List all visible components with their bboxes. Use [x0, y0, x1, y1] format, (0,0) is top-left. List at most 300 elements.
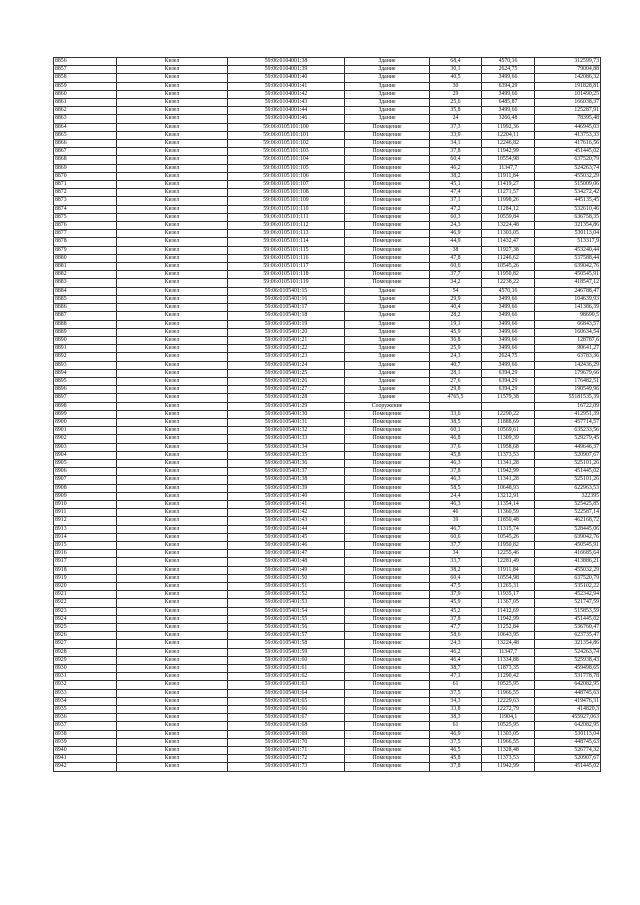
cadastral-number-cell: 59:06:0105401:26: [228, 377, 345, 385]
row-number-cell: 8923: [54, 607, 117, 615]
table-row: [54, 632, 601, 640]
cadastral-value-cell: 622963,53: [535, 484, 601, 492]
settlement-cell: Кизел: [117, 435, 228, 443]
row-number-cell: 8941: [54, 755, 117, 763]
table-row: [54, 140, 601, 148]
cadastral-number-cell: 59:06:0105401:66: [228, 706, 345, 714]
table-row: [54, 172, 601, 180]
row-number-cell: 8892: [54, 353, 117, 361]
cadastral-value-cell: 637520,79: [535, 574, 601, 582]
settlement-cell: Кизел: [117, 730, 228, 738]
settlement-cell: Кизел: [117, 714, 228, 722]
row-number-cell: 8893: [54, 361, 117, 369]
settlement-cell: Кизел: [117, 295, 228, 303]
cadastral-number-cell: 59:06:0105401:24: [228, 361, 345, 369]
settlement-cell: Кизел: [117, 673, 228, 681]
settlement-cell: Кизел: [117, 82, 228, 90]
specific-value-cell: 11265,31: [482, 583, 535, 591]
row-number-cell: 8915: [54, 541, 117, 549]
area-cell: 36,8: [430, 336, 482, 344]
row-number-cell: 8885: [54, 295, 117, 303]
settlement-cell: Кизел: [117, 386, 228, 394]
area-cell: 38,3: [430, 714, 482, 722]
table-row: [54, 566, 601, 574]
area-cell: 46,7: [430, 525, 482, 533]
specific-value-cell: 11927,38: [482, 246, 535, 254]
cadastral-value-cell: 515009,06: [535, 181, 601, 189]
area-cell: 37,9: [430, 591, 482, 599]
area-cell: 60,3: [430, 213, 482, 221]
specific-value-cell: 11315,74: [482, 525, 535, 533]
object-type-cell: Помещение: [345, 164, 430, 172]
cadastral-value-cell: 529279,45: [535, 435, 601, 443]
cadastral-number-cell: 59:06:0105401:16: [228, 295, 345, 303]
table-row: [54, 74, 601, 82]
cadastral-number-cell: 59:06:0105401:34: [228, 443, 345, 451]
cadastral-value-cell: 636758,35: [535, 213, 601, 221]
specific-value-cell: 11354,14: [482, 500, 535, 508]
specific-value-cell: 12238,22: [482, 279, 535, 287]
row-number-cell: 8928: [54, 648, 117, 656]
object-type-cell: Помещение: [345, 607, 430, 615]
row-number-cell: 8924: [54, 615, 117, 623]
row-number-cell: 8897: [54, 394, 117, 402]
cadastral-number-cell: 59:06:0105101:106: [228, 172, 345, 180]
cadastral-number-cell: 59:06:0105401:19: [228, 320, 345, 328]
row-number-cell: 8931: [54, 673, 117, 681]
cadastral-number-cell: 59:06:0105401:61: [228, 665, 345, 673]
area-cell: 30,1: [430, 66, 482, 74]
area-cell: 46,2: [430, 164, 482, 172]
object-type-cell: Помещение: [345, 418, 430, 426]
area-cell: 68,4: [430, 58, 482, 66]
table-row: [54, 287, 601, 295]
cadastral-number-cell: 59:06:0105401:60: [228, 656, 345, 664]
area-cell: [430, 402, 482, 410]
row-number-cell: 8864: [54, 123, 117, 131]
row-number-cell: 8870: [54, 172, 117, 180]
table-row: [54, 304, 601, 312]
table-row: [54, 648, 601, 656]
row-number-cell: 8920: [54, 583, 117, 591]
table-row: [54, 115, 601, 123]
area-cell: 40,5: [430, 74, 482, 82]
settlement-cell: Кизел: [117, 517, 228, 525]
settlement-cell: Кизел: [117, 541, 228, 549]
settlement-cell: Кизел: [117, 312, 228, 320]
area-cell: 38,2: [430, 566, 482, 574]
cadastral-number-cell: 59:06:0105401:37: [228, 468, 345, 476]
cadastral-value-cell: 445135,45: [535, 197, 601, 205]
row-number-cell: 8909: [54, 492, 117, 500]
cadastral-value-cell: 79004,88: [535, 66, 601, 74]
cadastral-number-cell: 59:06:0105401:63: [228, 681, 345, 689]
cadastral-number-cell: 59:06:0105401:25: [228, 369, 345, 377]
table-row: [54, 443, 601, 451]
cadastral-value-cell: 160634,54: [535, 328, 601, 336]
cadastral-value-cell: 455927,063: [535, 714, 601, 722]
row-number-cell: 8936: [54, 714, 117, 722]
row-number-cell: 8868: [54, 156, 117, 164]
area-cell: 45,1: [430, 181, 482, 189]
table-row: [54, 377, 601, 385]
settlement-cell: Кизел: [117, 90, 228, 98]
cadastral-value-cell: 451445,02: [535, 148, 601, 156]
specific-value-cell: 4570,16: [482, 58, 535, 66]
cadastral-value-cell: 520907,67: [535, 755, 601, 763]
settlement-cell: Кизел: [117, 115, 228, 123]
specific-value-cell: 6394,29: [482, 377, 535, 385]
row-number-cell: 8919: [54, 574, 117, 582]
object-type-cell: Помещение: [345, 213, 430, 221]
table-row: [54, 574, 601, 582]
cadastral-value-cell: 639042,76: [535, 263, 601, 271]
object-type-cell: Помещение: [345, 681, 430, 689]
area-cell: 29,8: [430, 386, 482, 394]
area-cell: 47,5: [430, 583, 482, 591]
row-number-cell: 8903: [54, 443, 117, 451]
area-cell: 37,8: [430, 468, 482, 476]
settlement-cell: Кизел: [117, 205, 228, 213]
object-type-cell: Помещение: [345, 451, 430, 459]
cadastral-value-cell: 179679,66: [535, 369, 601, 377]
cadastral-number-cell: 59:06:0105401:52: [228, 591, 345, 599]
cadastral-number-cell: 59:06:0105401:33: [228, 435, 345, 443]
object-type-cell: Здание: [345, 345, 430, 353]
area-cell: 60,4: [430, 574, 482, 582]
object-type-cell: Помещение: [345, 148, 430, 156]
cadastral-number-cell: 59:06:0105101:115: [228, 246, 345, 254]
row-number-cell: 8935: [54, 706, 117, 714]
specific-value-cell: 6394,29: [482, 82, 535, 90]
area-cell: 46,5: [430, 747, 482, 755]
row-number-cell: 8884: [54, 287, 117, 295]
object-type-cell: Помещение: [345, 541, 430, 549]
area-cell: 24,3: [430, 353, 482, 361]
cadastral-number-cell: 59:06:0105401:42: [228, 509, 345, 517]
specific-value-cell: 11942,99: [482, 615, 535, 623]
cadastral-value-cell: 459498,65: [535, 665, 601, 673]
area-cell: 34: [430, 550, 482, 558]
settlement-cell: Кизел: [117, 181, 228, 189]
row-number-cell: 8933: [54, 689, 117, 697]
object-type-cell: Здание: [345, 328, 430, 336]
object-type-cell: Здание: [345, 287, 430, 295]
specific-value-cell: 11579,38: [482, 394, 535, 402]
area-cell: 19,1: [430, 320, 482, 328]
area-cell: 46,2: [430, 648, 482, 656]
cadastral-number-cell: 59:06:0105101:116: [228, 254, 345, 262]
object-type-cell: Помещение: [345, 279, 430, 287]
cadastral-value-cell: 446945,03: [535, 123, 601, 131]
cadastral-number-cell: 59:06:0105401:55: [228, 615, 345, 623]
specific-value-cell: 11290,42: [482, 673, 535, 681]
cadastral-number-cell: 59:06:0105101:108: [228, 189, 345, 197]
area-cell: 45,9: [430, 599, 482, 607]
specific-value-cell: 10569,61: [482, 427, 535, 435]
area-cell: 47,1: [430, 673, 482, 681]
row-number-cell: 8937: [54, 722, 117, 730]
object-type-cell: Здание: [345, 66, 430, 74]
specific-value-cell: 11958,68: [482, 443, 535, 451]
cadastral-value-cell: 128787,6: [535, 336, 601, 344]
area-cell: 25,6: [430, 99, 482, 107]
object-type-cell: Помещение: [345, 517, 430, 525]
table-row: [54, 738, 601, 746]
cadastral-value-cell: 125287,91: [535, 107, 601, 115]
table-row: [54, 197, 601, 205]
specific-value-cell: 3499,66: [482, 345, 535, 353]
cadastral-value-cell: 642082,95: [535, 722, 601, 730]
object-type-cell: Помещение: [345, 230, 430, 238]
object-type-cell: Помещение: [345, 459, 430, 467]
cadastral-number-cell: 59:06:0105401:53: [228, 599, 345, 607]
area-cell: 38,5: [430, 418, 482, 426]
specific-value-cell: 11966,55: [482, 738, 535, 746]
settlement-cell: Кизел: [117, 287, 228, 295]
specific-value-cell: 11303,05: [482, 730, 535, 738]
area-cell: 24,3: [430, 222, 482, 230]
row-number-cell: 8904: [54, 451, 117, 459]
settlement-cell: Кизел: [117, 361, 228, 369]
table-row: [54, 328, 601, 336]
settlement-cell: Кизел: [117, 443, 228, 451]
cadastral-number-cell: 59:06:0105101:100: [228, 123, 345, 131]
area-cell: 46,3: [430, 459, 482, 467]
cadastral-value-cell: 635233,56: [535, 427, 601, 435]
row-number-cell: 8895: [54, 377, 117, 385]
specific-value-cell: 10648,93: [482, 484, 535, 492]
cadastral-value-cell: 412951,39: [535, 410, 601, 418]
settlement-cell: Кизел: [117, 459, 228, 467]
cadastral-value-cell: 532610,46: [535, 205, 601, 213]
specific-value-cell: 11303,05: [482, 230, 535, 238]
row-number-cell: 8913: [54, 525, 117, 533]
specific-value-cell: 11328,48: [482, 747, 535, 755]
specific-value-cell: 11341,28: [482, 459, 535, 467]
cadastral-number-cell: 59:06:0105401:46: [228, 541, 345, 549]
cadastral-number-cell: 59:06:0105401:48: [228, 558, 345, 566]
cadastral-value-cell: 524263,74: [535, 164, 601, 172]
table-row: [54, 468, 601, 476]
cadastral-number-cell: 59:06:0105401:71: [228, 747, 345, 755]
settlement-cell: Кизел: [117, 624, 228, 632]
settlement-cell: Кизел: [117, 747, 228, 755]
area-cell: 40,7: [430, 361, 482, 369]
object-type-cell: Помещение: [345, 558, 430, 566]
cadastral-number-cell: 59:06:0105101:110: [228, 205, 345, 213]
table-row: [54, 394, 601, 402]
cadastral-value-cell: 63783,36: [535, 353, 601, 361]
settlement-cell: Кизел: [117, 74, 228, 82]
cadastral-value-cell: 142436,29: [535, 361, 601, 369]
settlement-cell: Кизел: [117, 632, 228, 640]
area-cell: 29,9: [430, 295, 482, 303]
cadastral-value-cell: 322395: [535, 492, 601, 500]
specific-value-cell: 11432,47: [482, 238, 535, 246]
object-type-cell: Помещение: [345, 492, 430, 500]
specific-value-cell: 12281,49: [482, 558, 535, 566]
settlement-cell: Кизел: [117, 99, 228, 107]
settlement-cell: Кизел: [117, 238, 228, 246]
settlement-cell: Кизел: [117, 583, 228, 591]
table-row: [54, 583, 601, 591]
row-number-cell: 8932: [54, 681, 117, 689]
specific-value-cell: 13224,48: [482, 640, 535, 648]
object-type-cell: Помещение: [345, 730, 430, 738]
area-cell: 39: [430, 517, 482, 525]
settlement-cell: Кизел: [117, 755, 228, 763]
object-type-cell: Помещение: [345, 665, 430, 673]
table-row: [54, 492, 601, 500]
table-row: [54, 697, 601, 705]
cadastral-value-cell: 246788,47: [535, 287, 601, 295]
object-type-cell: Здание: [345, 369, 430, 377]
object-type-cell: Помещение: [345, 443, 430, 451]
area-cell: 37,3: [430, 123, 482, 131]
specific-value-cell: 11942,99: [482, 468, 535, 476]
settlement-cell: Кизел: [117, 615, 228, 623]
specific-value-cell: 3266,48: [482, 115, 535, 123]
area-cell: 24: [430, 115, 482, 123]
object-type-cell: Помещение: [345, 706, 430, 714]
table-row: [54, 427, 601, 435]
object-type-cell: Помещение: [345, 238, 430, 246]
object-type-cell: Здание: [345, 377, 430, 385]
area-cell: 37,5: [430, 738, 482, 746]
cadastral-number-cell: 59:06:0105101:107: [228, 181, 345, 189]
row-number-cell: 8867: [54, 148, 117, 156]
table-row: [54, 755, 601, 763]
cadastral-number-cell: 59:06:0105101:103: [228, 148, 345, 156]
object-type-cell: Здание: [345, 74, 430, 82]
cadastral-value-cell: 90641,27: [535, 345, 601, 353]
table-row: [54, 402, 601, 410]
specific-value-cell: 11911,84: [482, 566, 535, 574]
area-cell: 4765,5: [430, 394, 482, 402]
settlement-cell: Кизел: [117, 58, 228, 66]
settlement-cell: Кизел: [117, 164, 228, 172]
specific-value-cell: 11950,82: [482, 541, 535, 549]
cadastral-number-cell: 59:06:0105101:117: [228, 263, 345, 271]
cadastral-value-table: [53, 57, 601, 772]
specific-value-cell: 11271,57: [482, 189, 535, 197]
table-row: [54, 624, 601, 632]
settlement-cell: Кизел: [117, 558, 228, 566]
object-type-cell: Здание: [345, 82, 430, 90]
row-number-cell: 8862: [54, 107, 117, 115]
settlement-cell: Кизел: [117, 656, 228, 664]
specific-value-cell: 11347,7: [482, 164, 535, 172]
row-number-cell: 8879: [54, 246, 117, 254]
settlement-cell: Кизел: [117, 197, 228, 205]
area-cell: 58,6: [430, 632, 482, 640]
cadastral-value-cell: 455032,29: [535, 566, 601, 574]
settlement-cell: Кизел: [117, 509, 228, 517]
object-type-cell: Помещение: [345, 648, 430, 656]
area-cell: 27,6: [430, 377, 482, 385]
area-cell: 45,2: [430, 607, 482, 615]
settlement-cell: Кизел: [117, 599, 228, 607]
object-type-cell: Помещение: [345, 755, 430, 763]
cadastral-number-cell: 59:06:0105401:57: [228, 632, 345, 640]
object-type-cell: Помещение: [345, 583, 430, 591]
table-row: [54, 361, 601, 369]
area-cell: 37,8: [430, 615, 482, 623]
specific-value-cell: 12229,63: [482, 697, 535, 705]
settlement-cell: Кизел: [117, 222, 228, 230]
specific-value-cell: 3499,66: [482, 74, 535, 82]
cadastral-number-cell: 59:06:0105401:73: [228, 763, 345, 771]
table-row: [54, 500, 601, 508]
cadastral-value-cell: 101490,25: [535, 90, 601, 98]
table-row: [54, 99, 601, 107]
cadastral-value-cell: 642082,95: [535, 681, 601, 689]
settlement-cell: Кизел: [117, 345, 228, 353]
row-number-cell: 8861: [54, 99, 117, 107]
cadastral-value-cell: 419476,31: [535, 697, 601, 705]
cadastral-number-cell: 59:06:0105401:31: [228, 418, 345, 426]
cadastral-number-cell: 59:06:0105401:43: [228, 517, 345, 525]
area-cell: 58,5: [430, 484, 482, 492]
row-number-cell: 8896: [54, 386, 117, 394]
area-cell: 30: [430, 82, 482, 90]
cadastral-value-cell: 462168,72: [535, 517, 601, 525]
cadastral-number-cell: 59:06:0105101:111: [228, 213, 345, 221]
area-cell: 46: [430, 509, 482, 517]
area-cell: 28,2: [430, 312, 482, 320]
specific-value-cell: 12255,46: [482, 550, 535, 558]
row-number-cell: 8917: [54, 558, 117, 566]
table-row: [54, 156, 601, 164]
object-type-cell: Помещение: [345, 533, 430, 541]
settlement-cell: Кизел: [117, 681, 228, 689]
cadastral-value-cell: 457714,57: [535, 418, 601, 426]
object-type-cell: Здание: [345, 295, 430, 303]
object-type-cell: Помещение: [345, 574, 430, 582]
area-cell: 46,4: [430, 656, 482, 664]
cadastral-number-cell: 59:06:0105401:72: [228, 755, 345, 763]
cadastral-value-cell: 515853,59: [535, 607, 601, 615]
cadastral-number-cell: 59:06:0105401:70: [228, 738, 345, 746]
settlement-cell: Кизел: [117, 230, 228, 238]
cadastral-number-cell: 59:06:0105401:36: [228, 459, 345, 467]
object-type-cell: Помещение: [345, 271, 430, 279]
settlement-cell: Кизел: [117, 140, 228, 148]
area-cell: 44,9: [430, 238, 482, 246]
cadastral-number-cell: 59:06:0105401:15: [228, 287, 345, 295]
object-type-cell: Помещение: [345, 410, 430, 418]
cadastral-number-cell: 59:06:0105401:44: [228, 525, 345, 533]
cadastral-number-cell: 59:06:0104001:38: [228, 58, 345, 66]
row-number-cell: 8929: [54, 656, 117, 664]
cadastral-number-cell: 59:06:0105401:47: [228, 550, 345, 558]
table-row: [54, 591, 601, 599]
area-cell: 38,7: [430, 665, 482, 673]
cadastral-value-cell: 142086,32: [535, 74, 601, 82]
cadastral-number-cell: 59:06:0105401:28: [228, 394, 345, 402]
settlement-cell: Кизел: [117, 172, 228, 180]
cadastral-number-cell: 59:06:0105101:102: [228, 140, 345, 148]
table-row: [54, 107, 601, 115]
table-row: [54, 615, 601, 623]
settlement-cell: Кизел: [117, 377, 228, 385]
cadastral-value-cell: 525101,26: [535, 476, 601, 484]
specific-value-cell: 11360,59: [482, 509, 535, 517]
object-type-cell: Помещение: [345, 476, 430, 484]
settlement-cell: Кизел: [117, 706, 228, 714]
settlement-cell: Кизел: [117, 640, 228, 648]
